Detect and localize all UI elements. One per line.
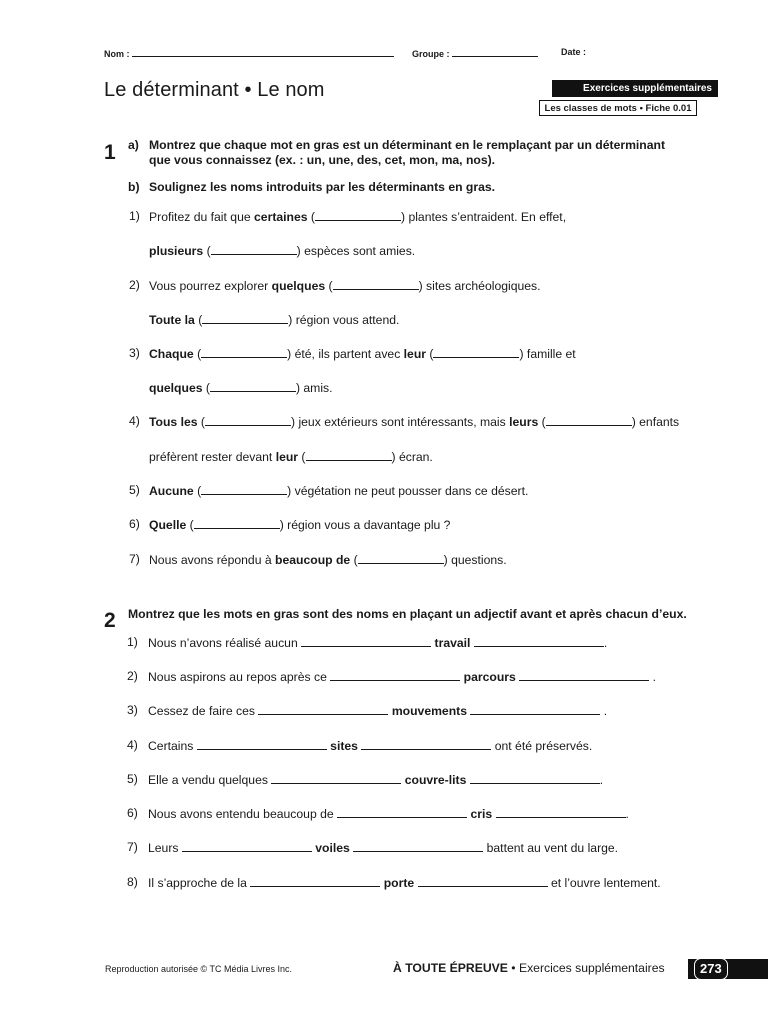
answer-blank (433, 346, 519, 358)
exercise-1-sentence-line (149, 346, 576, 362)
sentence-text: ( (193, 484, 202, 498)
adjective-blank-before (258, 703, 388, 715)
exercise-1-sentence-line (149, 449, 433, 465)
noun-word: porte (383, 876, 415, 890)
determiner-word: Toute la (149, 313, 195, 327)
answer-blank (201, 483, 287, 495)
exercise-1-sentence-line (149, 243, 415, 259)
noun-word: parcours (463, 670, 516, 684)
noun-word: mouvements (391, 704, 467, 718)
answer-blank (333, 278, 419, 290)
adjective-blank-after (519, 669, 649, 681)
noun-word: voiles (315, 841, 350, 855)
exercise-2-item-number: 3) (127, 703, 138, 717)
determiner-word: Aucune (149, 484, 194, 498)
sentence-text: ) été, ils partent avec (287, 347, 404, 361)
exercise-1-item-number: 3) (129, 346, 140, 360)
section-tag: Exercices supplémentaires (552, 80, 718, 97)
determiner-word: Chaque (149, 347, 194, 361)
exercise-2-item-number: 4) (127, 738, 138, 752)
exercise-1b-label: b) (128, 180, 140, 194)
date-field-label: Date : (561, 47, 587, 57)
answer-blank (546, 414, 632, 426)
answer-blank (315, 209, 401, 221)
exercise-1-item-number: 2) (129, 278, 140, 292)
exercise-2-item-number: 6) (127, 806, 138, 820)
exercise-2-item-number: 5) (127, 772, 138, 786)
noun-word: cris (470, 807, 493, 821)
adjective-blank-after (361, 738, 491, 750)
sentence-text: . (625, 807, 629, 821)
sentence-text: ) jeux extérieurs sont intéressants, mais (291, 415, 510, 429)
exercise-1-sentence-line (149, 414, 679, 430)
sentence-text: Elle a vendu quelques (148, 773, 268, 787)
adjective-blank-before (301, 635, 431, 647)
adjective-blank-after (470, 772, 600, 784)
determiner-word: plusieurs (149, 244, 204, 258)
exercise-2-item-number: 2) (127, 669, 138, 683)
sentence-text: ) enfants (631, 415, 680, 429)
sheet-tag: Les classes de mots • Fiche 0.01 (539, 100, 697, 116)
sentence-text: ( (194, 313, 203, 327)
sentence-text: ( (307, 210, 315, 224)
sentence-text: ( (203, 244, 211, 258)
sentence-text: Profitez du fait que (149, 210, 255, 224)
sentence-text: . (599, 773, 604, 787)
exercise-2-number: 2 (104, 609, 116, 632)
adjective-blank-before (250, 875, 380, 887)
exercise-2-sentence-line (148, 738, 592, 754)
answer-blank (205, 414, 291, 426)
adjective-blank-after (474, 635, 604, 647)
exercise-2-item-number: 8) (127, 875, 138, 889)
sentence-text: ( (350, 553, 358, 567)
answer-blank (202, 312, 288, 324)
answer-blank (211, 243, 297, 255)
sentence-text: ( (298, 450, 306, 464)
sentence-text: ) sites archéologiques. (418, 279, 541, 293)
exercise-2-item-number: 1) (127, 635, 138, 649)
noun-word: couvre-lits (404, 773, 467, 787)
sentence-text: Vous pourrez explorer (149, 279, 272, 293)
exercise-1b-instruction: Soulignez les noms introduits par les déterminants en gras. (149, 180, 496, 194)
sentence-text: Nous aspirons au repos après ce (148, 670, 327, 684)
determiner-word: beaucoup de (275, 553, 351, 567)
exercise-2-sentence-line (148, 875, 661, 891)
exercise-1a-instruction: Montrez que chaque mot en gras est un déterminant en le remplaçant par un déterminant que vous connaissez (ex. : un, une, des, cet, mon, ma, nos). (149, 138, 666, 167)
determiner-word: quelques (271, 279, 326, 293)
book-title: À TOUTE ÉPREUVE • Exercices supplémentaires (393, 961, 665, 975)
sentence-text: ) écran. (391, 450, 433, 464)
name-field-label: Nom : (104, 47, 394, 59)
sentence-text: ) région vous attend. (288, 313, 400, 327)
sentence-text: . (649, 670, 656, 684)
sentence-text: Certains (148, 739, 194, 753)
exercise-2-sentence-line (148, 840, 618, 856)
determiner-word: Tous les (149, 415, 198, 429)
exercise-1-number: 1 (104, 141, 116, 164)
exercise-1-item-number: 1) (129, 209, 140, 223)
sentence-text: ( (325, 279, 333, 293)
page-number: 273 (694, 958, 728, 980)
adjective-blank-after (496, 806, 626, 818)
exercise-1-sentence-line (149, 552, 507, 568)
adjective-blank-before (197, 738, 327, 750)
group-field-label: Groupe : (412, 47, 538, 59)
adjective-blank-after (418, 875, 548, 887)
sentence-text: et l’ouvre lentement. (547, 876, 661, 890)
exercise-1-sentence-line (149, 312, 399, 328)
exercise-1-sentence-line (149, 517, 450, 533)
exercise-2-item-number: 7) (127, 840, 138, 854)
exercise-2-sentence-line (148, 635, 607, 651)
determiner-word: certaines (254, 210, 308, 224)
answer-blank (194, 517, 280, 529)
determiner-word: leur (403, 347, 427, 361)
name-blank (132, 47, 394, 57)
sentence-text: ) espèces sont amies. (296, 244, 416, 258)
sentence-text: Il s’approche de la (148, 876, 247, 890)
determiner-word: leur (275, 450, 299, 464)
sentence-text: ont été préservés. (491, 739, 593, 753)
exercise-1-sentence-line (149, 209, 566, 225)
answer-blank (201, 346, 287, 358)
sentence-text: ) famille et (519, 347, 576, 361)
sentence-text: Nous avons entendu beaucoup de (148, 807, 334, 821)
exercise-1-sentence-line (149, 278, 541, 294)
exercise-1-sentence-line (149, 483, 528, 499)
answer-blank (306, 449, 392, 461)
adjective-blank-before (330, 669, 460, 681)
sentence-text: . (600, 704, 608, 718)
exercise-2-sentence-line (148, 772, 603, 788)
sentence-text: ( (426, 347, 434, 361)
sentence-text: ) amis. (295, 381, 333, 395)
adjective-blank-before (271, 772, 401, 784)
sentence-text: Leurs (148, 841, 179, 855)
sentence-text: Cessez de faire ces (148, 704, 256, 718)
adjective-blank-after (470, 703, 600, 715)
adjective-blank-before (182, 840, 312, 852)
determiner-word: quelques (149, 381, 203, 395)
sentence-text: battent au vent du large. (483, 841, 619, 855)
noun-word: sites (330, 739, 358, 753)
sentence-text: ( (202, 381, 210, 395)
exercise-2-sentence-line (148, 806, 629, 822)
determiner-word: Quelle (149, 518, 187, 532)
exercise-1-item-number: 4) (129, 414, 140, 428)
answer-blank (210, 380, 296, 392)
exercise-1-item-number: 7) (129, 552, 140, 566)
sentence-text: ( (197, 415, 205, 429)
answer-blank (358, 552, 444, 564)
sentence-text: . (603, 636, 608, 650)
sentence-text: préfèrent rester devant (149, 450, 276, 464)
sentence-text: ) plantes s’entraident. En effet, (401, 210, 567, 224)
exercise-1-item-number: 6) (129, 517, 140, 531)
sentence-text: Nous avons répondu à (149, 553, 276, 567)
exercise-2-sentence-line (148, 669, 656, 685)
exercise-2-sentence-line (148, 703, 607, 719)
noun-word: travail (434, 636, 471, 650)
sentence-text: ( (186, 518, 194, 532)
determiner-word: leurs (509, 415, 539, 429)
sentence-text: ) région vous a davantage plu ? (279, 518, 451, 532)
copyright-notice: Reproduction autorisée © TC Média Livres Inc. (105, 964, 293, 974)
sentence-text: ) questions. (443, 553, 507, 567)
exercise-1-sentence-line (149, 380, 333, 396)
adjective-blank-before (337, 806, 467, 818)
group-blank (452, 47, 538, 57)
sentence-text: ) végétation ne peut pousser dans ce désert. (287, 484, 529, 498)
exercise-1a-label: a) (128, 138, 139, 152)
exercise-1-item-number: 5) (129, 483, 140, 497)
page-title: Le déterminant • Le nom (104, 79, 325, 101)
sentence-text: ( (193, 347, 202, 361)
sentence-text: Nous n’avons réalisé aucun (148, 636, 298, 650)
sentence-text: ( (538, 415, 546, 429)
adjective-blank-after (353, 840, 483, 852)
exercise-2-instruction: Montrez que les mots en gras sont des noms en plaçant un adjectif avant et après chacun d’eux. (128, 607, 687, 621)
